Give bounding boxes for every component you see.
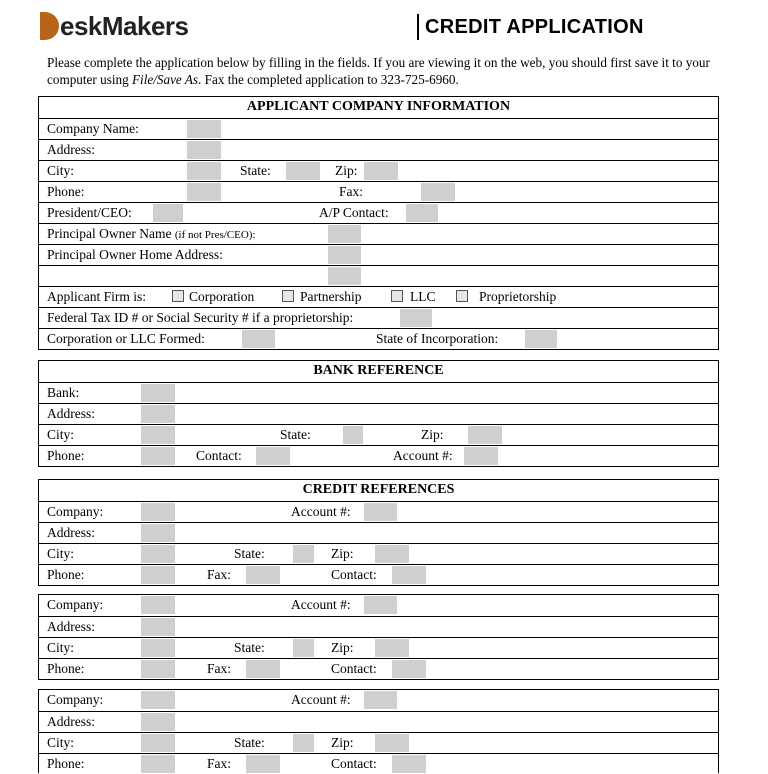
bank-address-label: Address: [47,406,95,421]
president-field[interactable] [153,204,183,222]
city-label: City: [47,163,75,178]
state-field[interactable] [286,162,320,180]
credit-references-section [38,479,719,586]
credit-company-field[interactable] [141,596,175,614]
partnership-label: Partnership [300,289,362,304]
credit-company-row [39,595,718,616]
phone-field[interactable] [187,183,221,201]
credit-company-row [39,690,718,711]
principal-address-label: Principal Owner Home Address: [47,247,223,262]
credit-city-label: City: [47,546,75,561]
principal-owner-label: Principal Owner Name (if not Pres/CEO): [47,226,256,241]
bank-city-label: City: [47,427,75,442]
credit-zip-label: Zip: [331,640,354,655]
deskmakers-logo [40,10,189,42]
credit-state-field[interactable] [293,639,314,657]
bank-account-label: Account #: [393,448,453,463]
logo-text: eskMakers [60,10,189,41]
tax-id-label: Federal Tax ID # or Social Security # if a proprietorship: [47,310,354,325]
fax-label: Fax: [339,184,364,199]
credit-phone-label: Phone: [47,661,85,676]
address-label: Address: [47,142,95,157]
phone-label: Phone: [47,184,85,199]
state-label: State: [240,163,271,178]
bank-address-field[interactable] [141,405,175,423]
credit-heading: CREDIT REFERENCES [302,482,455,497]
credit-zip-label: Zip: [331,735,354,750]
proprietorship-label: Proprietorship [479,289,557,304]
credit-company-field[interactable] [141,503,175,521]
bank-phone-row [39,445,718,466]
credit-fax-field[interactable] [246,755,280,773]
credit-phone-row [39,564,718,585]
credit-city-label: City: [47,640,75,655]
credit-city-row [39,543,718,564]
ap-contact-label: A/P Contact: [319,205,389,220]
zip-field[interactable] [364,162,398,180]
credit-fax-field[interactable] [246,660,280,678]
credit-state-label: State: [234,735,265,750]
credit-city-row [39,637,718,658]
bank-zip-label: Zip: [421,427,444,442]
address-row [39,139,718,160]
credit-fax-label: Fax: [207,661,232,676]
credit-address-row [39,616,718,637]
credit-contact-label: Contact: [331,661,377,676]
bank-row [39,382,718,403]
firm-type-label: Applicant Firm is: [47,289,146,304]
tax-id-row [39,307,718,328]
credit-address-field[interactable] [141,713,175,731]
bank-contact-label: Contact: [196,448,242,463]
credit-fax-label: Fax: [207,567,232,582]
principal-address-row-2 [39,265,718,286]
zip-label: Zip: [335,163,358,178]
formed-row [39,328,718,349]
credit-zip-field[interactable] [375,734,409,752]
credit-city-label: City: [47,735,75,750]
credit-address-row [39,522,718,543]
credit-contact-field[interactable] [392,660,426,678]
credit-zip-label: Zip: [331,546,354,561]
tax-id-field[interactable] [400,309,432,327]
llc-label: LLC [410,289,436,304]
proprietorship-checkbox[interactable] [456,290,468,302]
credit-zip-field[interactable] [375,639,409,657]
city-row [39,160,718,181]
credit-city-row [39,732,718,753]
credit-account-label: Account #: [291,597,351,612]
formed-field[interactable] [242,330,275,348]
credit-account-field[interactable] [364,503,397,521]
credit-company-label: Company: [47,504,104,519]
page-title: CREDIT APPLICATION [417,14,644,40]
credit-state-field[interactable] [293,545,314,563]
credit-address-label: Address: [47,714,95,729]
credit-state-field[interactable] [293,734,314,752]
credit-state-label: State: [234,640,265,655]
corporation-checkbox[interactable] [172,290,184,302]
credit-company-field[interactable] [141,691,175,709]
credit-address-label: Address: [47,525,95,540]
address-field[interactable] [187,141,221,159]
credit-address-field[interactable] [141,618,175,636]
credit-contact-label: Contact: [331,567,377,582]
state-inc-field[interactable] [525,330,557,348]
credit-address-field[interactable] [141,524,175,542]
formed-label: Corporation or LLC Formed: [47,331,205,346]
bank-section [38,360,719,467]
applicant-section [38,96,719,350]
credit-address-label: Address: [47,619,95,634]
principal-address-field[interactable] [328,246,361,264]
credit-company-row [39,501,718,522]
llc-checkbox[interactable] [391,290,403,302]
credit-city-field[interactable] [141,639,175,657]
ap-contact-field[interactable] [406,204,438,222]
credit-city-field[interactable] [141,545,175,563]
bank-state-field[interactable] [343,426,363,444]
credit-company-label: Company: [47,597,104,612]
principal-owner-row [39,223,718,244]
credit-account-label: Account #: [291,504,351,519]
credit-phone-field[interactable] [141,566,175,584]
bank-field[interactable] [141,384,175,402]
principal-address-row [39,244,718,265]
credit-reference-block-2 [38,594,719,680]
credit-phone-field[interactable] [141,660,175,678]
credit-contact-label: Contact: [331,756,377,771]
principal-address-field-2[interactable] [328,267,361,285]
company-name-row [39,118,718,139]
credit-company-label: Company: [47,692,104,707]
bank-city-field[interactable] [141,426,175,444]
company-name-label: Company Name: [47,121,139,136]
credit-phone-row [39,658,718,679]
credit-account-label: Account #: [291,692,351,707]
credit-address-row [39,711,718,732]
credit-fax-field[interactable] [246,566,280,584]
state-inc-label: State of Incorporation: [376,331,499,346]
bank-address-row [39,403,718,424]
bank-label: Bank: [47,385,80,400]
bank-contact-field[interactable] [256,447,290,465]
credit-contact-field[interactable] [392,755,426,773]
president-label: President/CEO: [47,205,132,220]
firm-type-row [39,286,718,307]
president-row [39,202,718,223]
applicant-heading: APPLICANT COMPANY INFORMATION [246,99,511,114]
credit-account-field[interactable] [364,691,397,709]
intro-text: Please complete the application below by filling in the fields. If you are viewing it on the web, you should first save it to your computer using File/Save As. Fax the completed application to 323-725-6960. [47,55,710,87]
bank-zip-field[interactable] [468,426,502,444]
credit-phone-label: Phone: [47,567,85,582]
bank-state-label: State: [280,427,311,442]
bank-phone-label: Phone: [47,448,85,463]
credit-fax-label: Fax: [207,756,232,771]
credit-zip-field[interactable] [375,545,409,563]
bank-account-field[interactable] [464,447,498,465]
bank-heading: BANK REFERENCE [313,363,444,378]
fax-field[interactable] [421,183,455,201]
credit-phone-label: Phone: [47,756,85,771]
corporation-label: Corporation [189,289,255,304]
logo-d-mark [40,12,59,40]
credit-account-field[interactable] [364,596,397,614]
phone-row [39,181,718,202]
credit-state-label: State: [234,546,265,561]
credit-city-field[interactable] [141,734,175,752]
credit-contact-field[interactable] [392,566,426,584]
partnership-checkbox[interactable] [282,290,294,302]
credit-phone-field[interactable] [141,755,175,773]
bank-phone-field[interactable] [141,447,175,465]
company-name-field[interactable] [187,120,221,138]
bank-city-row [39,424,718,445]
principal-owner-field[interactable] [328,225,361,243]
credit-reference-block-3 [38,689,719,773]
city-field[interactable] [187,162,221,180]
